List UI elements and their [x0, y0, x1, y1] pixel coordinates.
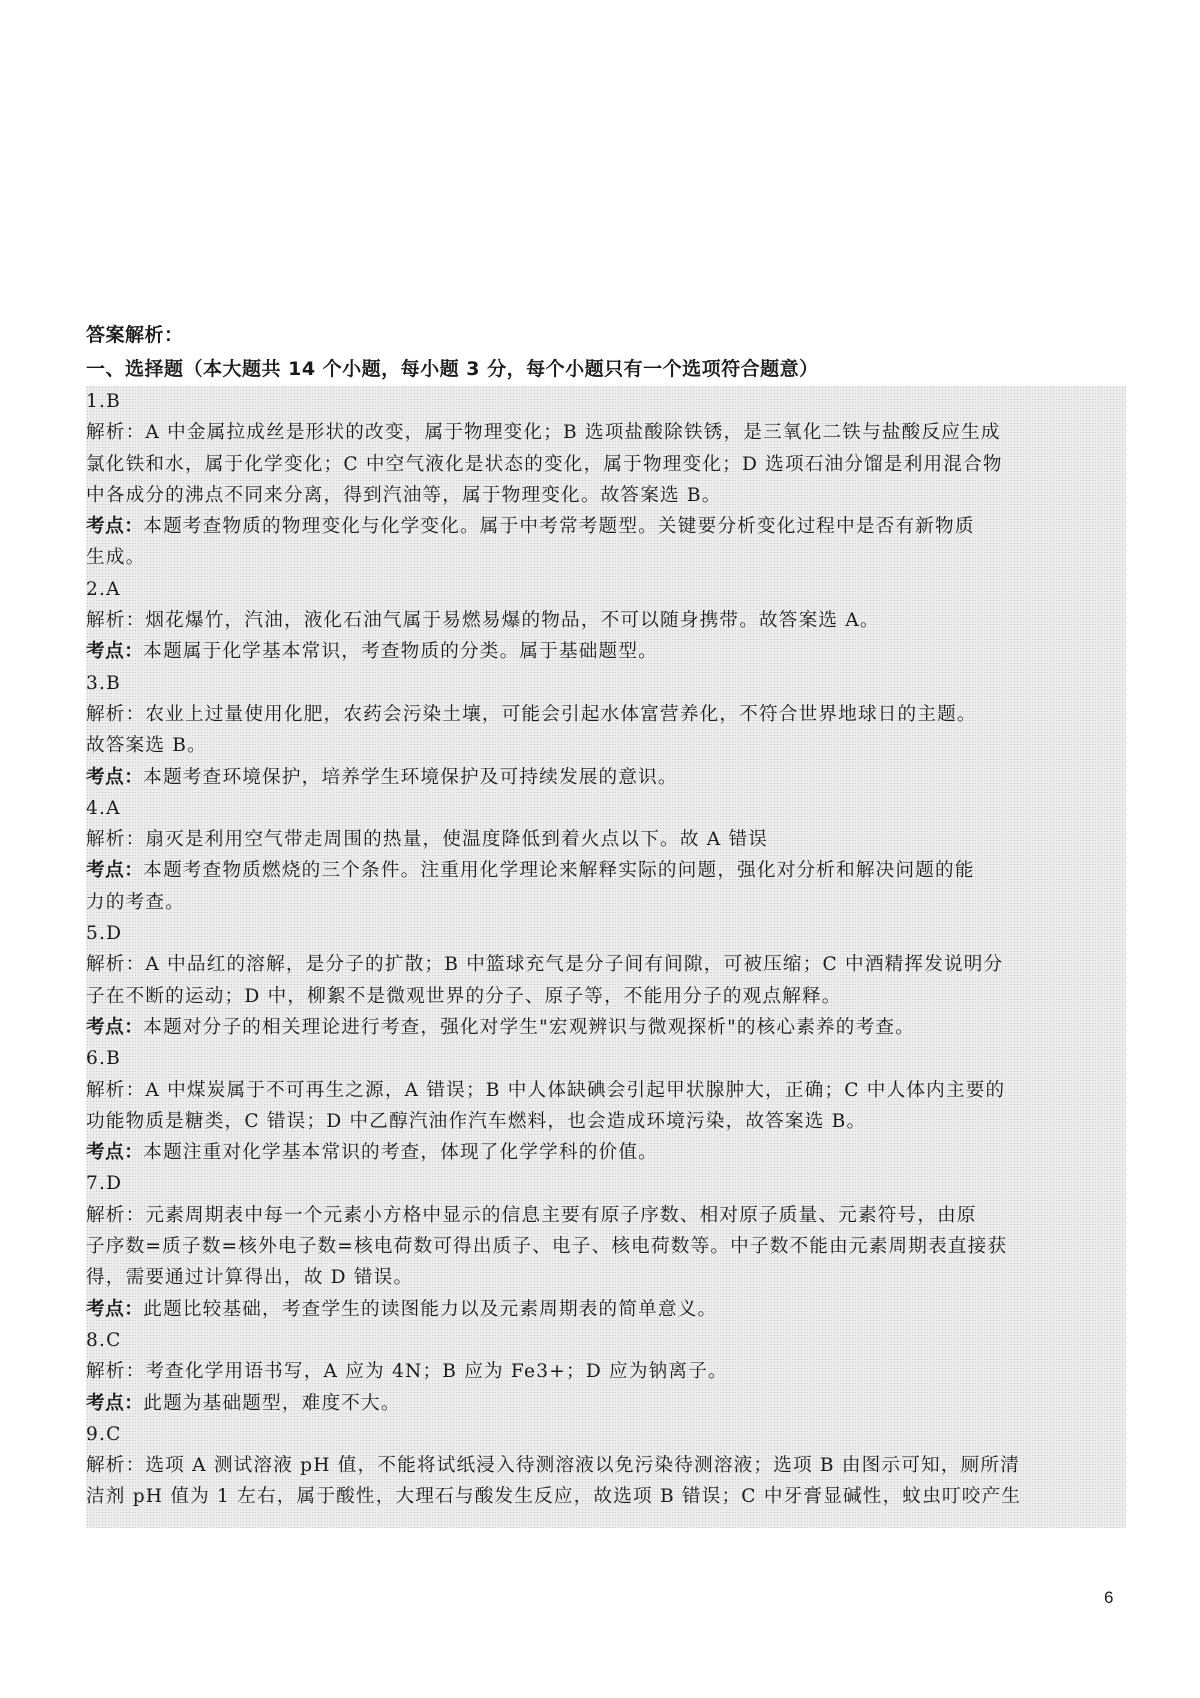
kaodian-line — [86, 1012, 1126, 1043]
kaodian-line — [86, 855, 1126, 886]
analysis-line: 解析：烟花爆竹，汽油，液化石油气属于易燃易爆的物品，不可以随身携带。故答案选 A。 — [86, 610, 880, 632]
kaodian-text: 力的考查。 — [86, 891, 185, 913]
question-number: 3.B — [86, 672, 122, 694]
kaodian-line — [86, 542, 1126, 573]
analysis-line: 中各成分的沸点不同来分离，得到汽油等，属于物理变化。故答案选 B。 — [86, 484, 722, 506]
kaodian-label: 考点： — [86, 1016, 144, 1038]
analysis-line: 氯化铁和水，属于化学变化；C 中空气液化是状态的变化，属于物理变化；D 选项石油分馏是利用混合物 — [86, 453, 1003, 475]
kaodian-label: 考点： — [86, 641, 144, 663]
kaodian-line — [86, 762, 1126, 793]
question-number: 6.B — [86, 1048, 122, 1070]
kaodian-label: 考点： — [86, 1392, 144, 1414]
kaodian-label: 考点： — [86, 516, 144, 538]
question-number: 5.D — [86, 923, 123, 945]
kaodian-label: 考点： — [86, 1142, 144, 1164]
kaodian-label: 考点： — [86, 860, 144, 882]
kaodian-line — [86, 1137, 1126, 1168]
answer-analysis-title: 答案解析： — [86, 324, 184, 346]
kaodian-line — [86, 1388, 1126, 1419]
analysis-line: 解析：考查化学用语书写，A 应为 4N；B 应为 Fe3+；D 应为钠离子。 — [86, 1361, 728, 1383]
kaodian-text: 本题注重对化学基本常识的考查，体现了化学学科的价值。 — [143, 1142, 658, 1164]
analysis-line: 解析：农业上过量使用化肥，农药会污染土壤，可能会引起水体富营养化，不符合世界地球日的主题。 — [86, 703, 977, 725]
kaodian-text: 本题对分子的相关理论进行考查，强化对学生"宏观辨识与微观探析"的核心素养的考查。 — [143, 1016, 915, 1038]
kaodian-text: 本题考查环境保护，培养学生环境保护及可持续发展的意识。 — [143, 766, 678, 788]
page-number: 6 — [1104, 1588, 1114, 1607]
kaodian-line — [86, 887, 1126, 918]
analysis-line: 洁剂 pH 值为 1 左右，属于酸性，大理石与酸发生反应，故选项 B 错误；C 中牙膏显碱性，蚊虫叮咬产生 — [86, 1486, 1022, 1508]
analysis-line: 解析：A 中金属拉成丝是形状的改变，属于物理变化；B 选项盐酸除铁锈，是三氧化二铁与盐酸反应生成 — [86, 422, 1001, 444]
kaodian-text: 本题考查物质燃烧的三个条件。注重用化学理论来解释实际的问题，强化对分析和解决问题的能 — [143, 860, 975, 882]
analysis-line: 解析：选项 A 测试溶液 pH 值，不能将试纸浸入待测溶液以免污染待测溶液；选项 B 由图示可知，厕所清 — [86, 1455, 1021, 1477]
analysis-line: 解析：A 中品红的溶解，是分子的扩散；B 中篮球充气是分子间有间隙，可被压缩；C 中酒精挥发说明分 — [86, 954, 1004, 976]
question-number: 1.B — [86, 391, 122, 412]
kaodian-text: 本题考查物质的物理变化与化学变化。属于中考常考题型。关键要分析变化过程中是否有新物质 — [143, 516, 975, 538]
analysis-line: 故答案选 B。 — [86, 735, 207, 757]
question-number: 7.D — [86, 1173, 123, 1195]
question-number: 8.C — [86, 1329, 122, 1351]
kaodian-text: 此题为基础题型，难度不大。 — [143, 1392, 401, 1414]
answer-analysis-block — [86, 386, 1126, 1528]
analysis-line: 解析：扇灭是利用空气带走周围的热量，使温度降低到着火点以下。故 A 错误 — [86, 829, 769, 851]
analysis-line: 功能物质是糖类，C 错误；D 中乙醇汽油作汽车燃料，也会造成环境污染，故答案选 B。 — [86, 1110, 867, 1132]
analysis-line: 解析：元素周期表中每一个元素小方格中显示的信息主要有原子序数、相对原子质量、元素符号，由原 — [86, 1204, 977, 1226]
kaodian-line — [86, 1294, 1126, 1325]
kaodian-line — [86, 511, 1126, 542]
kaodian-label: 考点： — [86, 1298, 144, 1320]
question-number: 9.C — [86, 1423, 122, 1445]
kaodian-label: 考点： — [86, 766, 144, 788]
question-number: 4.A — [86, 797, 121, 819]
question-number: 2.A — [86, 578, 121, 600]
kaodian-text: 此题比较基础，考查学生的读图能力以及元素周期表的简单意义。 — [143, 1298, 718, 1320]
kaodian-text: 本题属于化学基本常识，考查物质的分类。属于基础题型。 — [143, 641, 658, 663]
analysis-line: 子在不断的运动；D 中，柳絮不是微观世界的分子、原子等，不能用分子的观点解释。 — [86, 985, 842, 1007]
kaodian-text: 生成。 — [86, 547, 146, 569]
section-title: 一、选择题（本大题共 14 个小题，每小题 3 分，每个小题只有一个选项符合题意） — [86, 358, 819, 380]
analysis-line: 得，需要通过计算得出，故 D 错误。 — [86, 1267, 414, 1289]
kaodian-line — [86, 636, 1126, 667]
analysis-line: 解析：A 中煤炭属于不可再生之源，A 错误；B 中人体缺碘会引起甲状腺肿大，正确；C 中人体内主要的 — [86, 1079, 1006, 1101]
analysis-line: 子序数=质子数=核外电子数=核电荷数可得出质子、电子、核电荷数等。中子数不能由元素周期表直接获 — [86, 1236, 1008, 1258]
